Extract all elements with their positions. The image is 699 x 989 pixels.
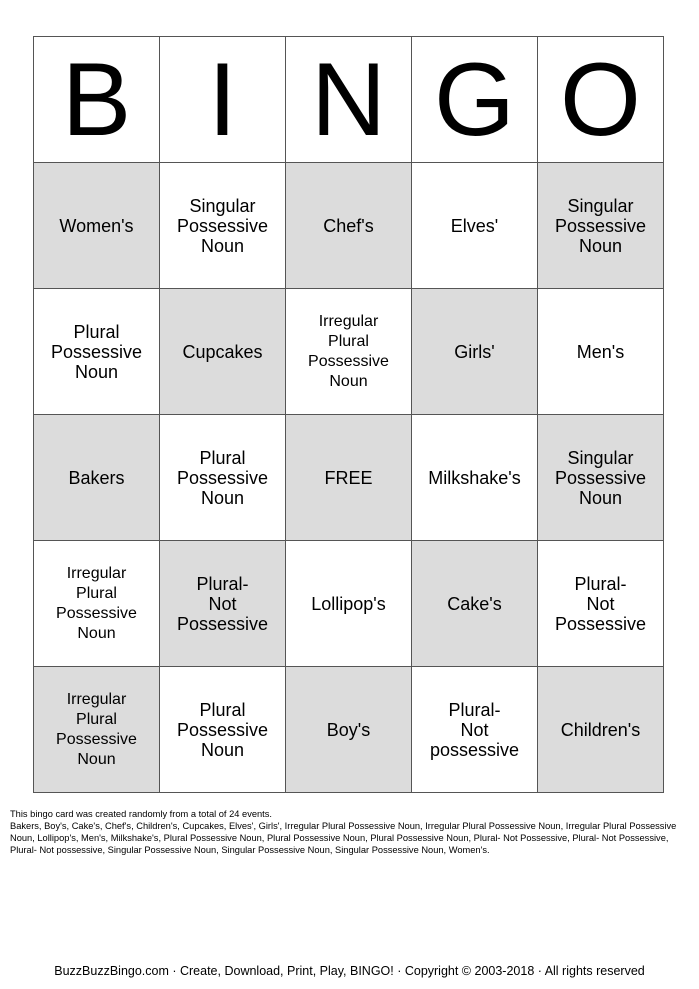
bingo-cell-text: Milkshake's [428, 467, 521, 488]
bingo-cell-text: Children's [560, 719, 641, 740]
bingo-cell-text: Bakers [68, 467, 125, 488]
bingo-row [34, 289, 664, 415]
bingo-cell [538, 541, 664, 667]
free-space-text: FREE [324, 467, 373, 488]
bingo-cell-text: Plural- Not Possessive [176, 573, 269, 634]
bingo-cell [538, 415, 664, 541]
bingo-cell-text: Boy's [326, 719, 371, 740]
header-letter-o: O [538, 37, 664, 163]
bingo-cell-text: Girls' [454, 341, 495, 362]
bingo-card [33, 36, 664, 793]
bingo-cell-text: Cake's [447, 593, 502, 614]
bingo-row [34, 163, 664, 289]
header-letter-g: G [412, 37, 538, 163]
bingo-cell [538, 289, 664, 415]
bingo-cell-text: Irregular Plural Possessive Noun [56, 564, 137, 642]
bingo-cell [34, 667, 160, 793]
bingo-cell-text: Singular Possessive Noun [554, 447, 647, 508]
bingo-cell-text: Plural Possessive Noun [176, 447, 269, 508]
card-info-summary: This bingo card was created randomly from a total of 24 events. [10, 809, 272, 819]
bingo-cell-text: Chef's [323, 215, 374, 236]
bingo-cell-text: Singular Possessive Noun [176, 195, 269, 256]
free-space-cell [286, 415, 412, 541]
bingo-cell [286, 289, 412, 415]
bingo-cell [34, 163, 160, 289]
bingo-row [34, 667, 664, 793]
bingo-cell-text: Elves' [450, 215, 499, 236]
bingo-cell-text: Men's [576, 341, 625, 362]
bingo-cell-text: Singular Possessive Noun [554, 195, 647, 256]
bingo-cell [538, 667, 664, 793]
bingo-cell-text: Lollipop's [311, 593, 386, 614]
bingo-cell-text: Plural- Not possessive [429, 699, 520, 760]
bingo-cell [34, 415, 160, 541]
bingo-cell-text: Plural Possessive Noun [50, 321, 143, 382]
bingo-cell [160, 541, 286, 667]
card-info-events: Bakers, Boy's, Cake's, Chef's, Children's, Cupcakes, Elves', Girls', Irregular Plural Possessive Noun, Irregular Plural Possessive Noun, Irregular Plural Possessive Noun, Lollipop's, Men's, Milkshake's, Plural Possessive Noun, Plural Possessive Noun, Plural Possessive Noun, Plural- Not Possessive, Plural- Not Possessive, Plural- Not possessive, Singular Possessive Noun, Singular Possessive Noun, Singular Possessive Noun, Women's. [10, 821, 677, 855]
bingo-cell [160, 289, 286, 415]
footer-copyright: BuzzBuzzBingo.com · Create, Download, Print, Play, BINGO! · Copyright © 2003-2018 · All rights reserved [54, 964, 645, 978]
bingo-cell [412, 541, 538, 667]
bingo-cell [34, 541, 160, 667]
card-info [10, 808, 690, 856]
header-letter-n: N [286, 37, 412, 163]
bingo-row [34, 541, 664, 667]
bingo-row [34, 415, 664, 541]
bingo-cell [34, 289, 160, 415]
header-letter-b: B [34, 37, 160, 163]
bingo-cell [412, 667, 538, 793]
bingo-cell [412, 415, 538, 541]
bingo-cell-text: Irregular Plural Possessive Noun [56, 690, 137, 768]
bingo-cell [286, 541, 412, 667]
bingo-cell-text: Women's [59, 215, 134, 236]
bingo-cell-text: Irregular Plural Possessive Noun [308, 312, 389, 390]
bingo-cell [412, 163, 538, 289]
bingo-cell [286, 163, 412, 289]
bingo-cell [538, 163, 664, 289]
bingo-cell-text: Cupcakes [182, 341, 263, 362]
bingo-cell [160, 667, 286, 793]
bingo-cell [160, 163, 286, 289]
bingo-header-row [34, 37, 664, 163]
bingo-cell-text: Plural Possessive Noun [176, 699, 269, 760]
header-letter-i: I [160, 37, 286, 163]
bingo-cell [286, 667, 412, 793]
bingo-cell-text: Plural- Not Possessive [554, 573, 647, 634]
bingo-cell [412, 289, 538, 415]
bingo-cell [160, 415, 286, 541]
